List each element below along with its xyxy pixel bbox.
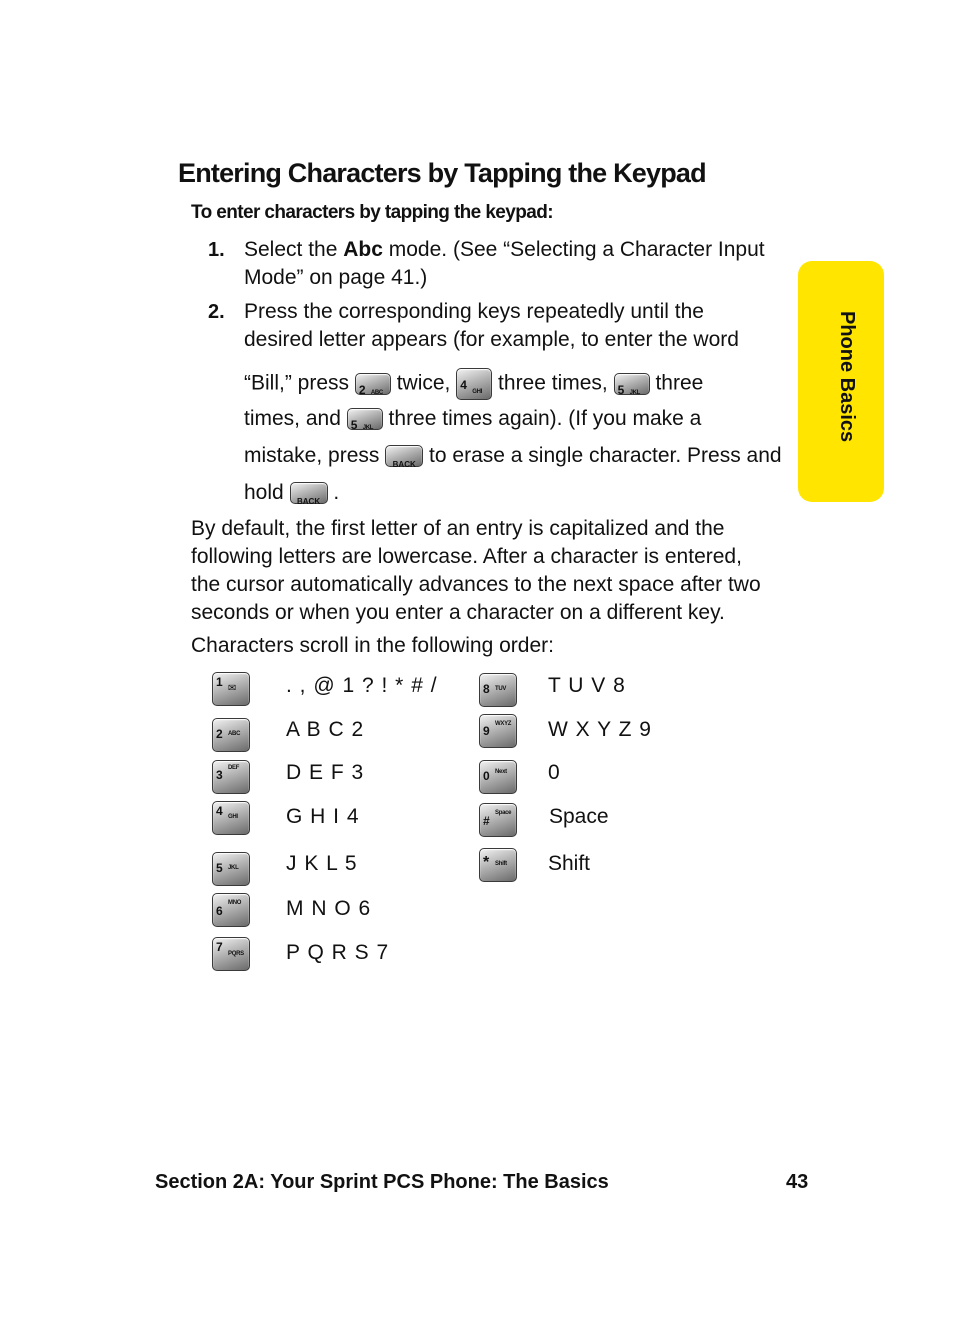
step-2-text: three times, <box>492 371 614 395</box>
abc-mode-label: Abc <box>343 238 383 261</box>
scroll-chars-3: D E F 3 <box>286 761 365 784</box>
step-2-text: three times again). (If you make a <box>382 407 702 430</box>
scroll-chars-7: P Q R S 7 <box>286 941 390 964</box>
step-2-text: twice, <box>390 371 457 395</box>
step-1-number: 1. <box>208 239 225 261</box>
scroll-chars-shift: Shift <box>548 852 591 875</box>
body-paragraph-line: following letters are lowercase. After a character is entered, <box>191 545 742 568</box>
key-0-icon: 0 Next <box>479 760 517 794</box>
step-2-text: . <box>327 481 340 504</box>
step-2-line-1: Press the corresponding keys repeatedly until the <box>244 300 704 323</box>
scroll-chars-9: W X Y Z 9 <box>548 718 652 741</box>
step-2-line-2: desired letter appears (for example, to enter the word <box>244 328 739 351</box>
step-2-text: to erase a single character. Press and <box>423 444 782 467</box>
scroll-chars-4: G H I 4 <box>286 805 360 828</box>
key-9-icon: 9 WXYZ <box>479 714 517 748</box>
key-7-icon: 7 PQRS <box>212 937 250 971</box>
step-2-text: three <box>649 371 704 395</box>
step-2-line-4 <box>244 405 701 433</box>
key-5-icon: 5 JKL <box>212 852 250 886</box>
footer-section-title: Section 2A: Your Sprint PCS Phone: The Basics <box>155 1171 609 1193</box>
key-4-icon: 4 GHI <box>212 801 250 835</box>
scroll-chars-5: J K L 5 <box>286 852 358 875</box>
scroll-chars-space: Space <box>549 805 609 828</box>
key-star-icon: * Shift <box>479 848 517 882</box>
step-1-text-a: Select the <box>244 238 344 261</box>
back-key-icon: BACK <box>385 445 423 467</box>
scroll-chars-0: 0 <box>548 761 561 784</box>
body-paragraph-line: the cursor automatically advances to the next space after two <box>191 573 761 596</box>
step-1-line-1 <box>244 236 765 264</box>
key-8-icon: 8 TUV <box>479 673 517 707</box>
page-title: Entering Characters by Tapping the Keypad <box>178 158 706 188</box>
body-paragraph-line: seconds or when you enter a character on a different key. <box>191 601 725 624</box>
key-1-icon: 1 ✉ <box>212 672 250 706</box>
key-3-icon: 3 DEF <box>212 760 250 794</box>
step-2-text: “Bill,” press <box>244 371 355 395</box>
back-key-icon: BACK <box>290 482 328 504</box>
key-2-icon: 2 ABC <box>212 718 250 752</box>
key-5-icon: 5 JKL <box>614 373 650 395</box>
step-2-number: 2. <box>208 301 225 323</box>
scroll-chars-1: . , @ 1 ? ! * # / <box>286 674 438 697</box>
key-4-icon: 4 GHI <box>456 368 492 400</box>
step-2-line-6 <box>244 479 339 507</box>
step-2-line-3 <box>244 368 703 400</box>
step-2-text: times, and <box>244 407 347 430</box>
step-1-line-2: Mode” on page 41.) <box>244 266 428 289</box>
key-pound-icon: # Space <box>479 803 517 837</box>
step-2-text: hold <box>244 481 290 504</box>
key-2-icon: 2 ABC <box>355 373 391 395</box>
scroll-order-intro: Characters scroll in the following order: <box>191 634 554 657</box>
step-2-text: mistake, press <box>244 444 386 467</box>
section-tab-label: Phone Basics <box>836 311 858 443</box>
scroll-chars-2: A B C 2 <box>286 718 365 741</box>
scroll-chars-8: T U V 8 <box>548 674 626 697</box>
page-number: 43 <box>786 1171 809 1193</box>
key-5-icon: 5 JKL <box>347 408 383 430</box>
step-1-text-b: mode. (See “Selecting a Character Input <box>382 238 765 261</box>
section-tab <box>798 261 884 502</box>
step-2-line-5 <box>244 442 782 470</box>
key-6-icon: 6 MNO <box>212 893 250 927</box>
procedure-heading: To enter characters by tapping the keypad: <box>191 202 553 223</box>
body-paragraph-line: By default, the first letter of an entry is capitalized and the <box>191 517 725 540</box>
scroll-chars-6: M N O 6 <box>286 897 372 920</box>
